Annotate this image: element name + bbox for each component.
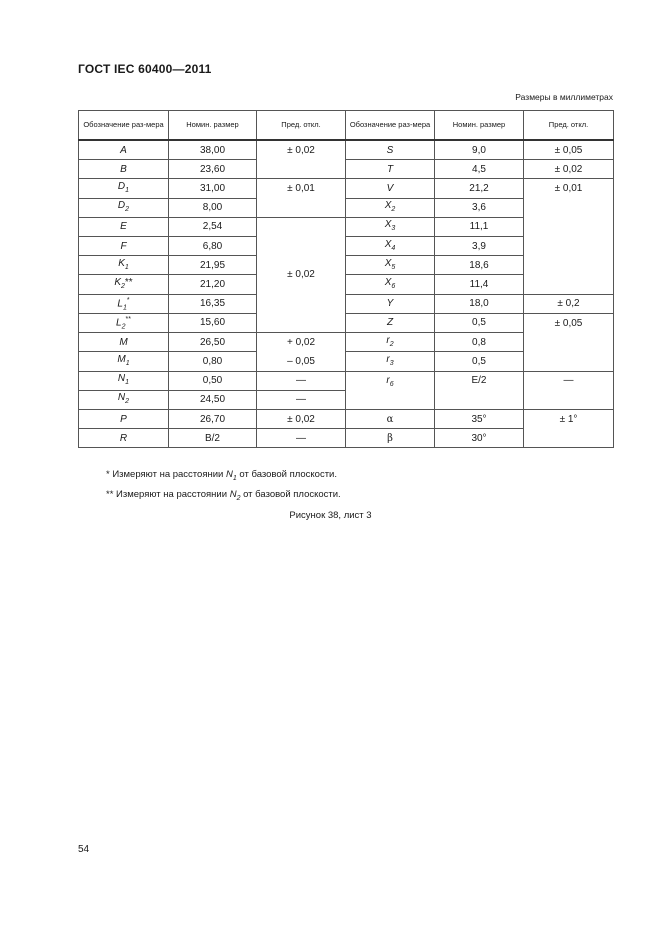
right-designation: $X_5$ xyxy=(346,256,435,275)
left-designation: $N_2$ xyxy=(79,390,169,409)
left-nominal: 16,35 xyxy=(169,294,257,313)
page-number: 54 xyxy=(78,844,90,855)
right-nominal: 0,8 xyxy=(435,333,524,352)
left-nominal: 26,70 xyxy=(169,409,257,428)
left-designation: A xyxy=(79,140,169,160)
left-tolerance: ± 0,02 xyxy=(257,409,346,428)
right-designation: V xyxy=(346,179,435,198)
right-nominal: 4,5 xyxy=(435,160,524,179)
right-designation: $r_6$ xyxy=(346,371,435,409)
right-designation: $X_3$ xyxy=(346,217,435,236)
units-note: Размеры в миллиметрах xyxy=(515,92,613,102)
header-designation: Обозначение раз-мера xyxy=(79,111,169,141)
right-designation: $X_6$ xyxy=(346,275,435,294)
left-designation: R xyxy=(79,429,169,448)
right-designation: β xyxy=(346,429,435,448)
right-designation: Z xyxy=(346,313,435,332)
right-nominal: 18,6 xyxy=(435,256,524,275)
right-tolerance: — xyxy=(524,371,614,409)
left-nominal: 31,00 xyxy=(169,179,257,198)
right-designation: $r_2$ xyxy=(346,333,435,352)
right-nominal: 0,5 xyxy=(435,352,524,371)
left-designation: $K_2**$ xyxy=(79,275,169,294)
footnotes xyxy=(106,467,341,507)
right-tolerance: ± 0,2 xyxy=(524,294,614,313)
right-nominal: 3,9 xyxy=(435,236,524,255)
left-designation: $K_1$ xyxy=(79,256,169,275)
right-designation: $X_4$ xyxy=(346,236,435,255)
left-designation: $D_2$ xyxy=(79,198,169,217)
left-tolerance: ± 0,02 xyxy=(257,140,346,179)
header-tolerance: Пред. откл. xyxy=(524,111,614,141)
left-nominal: 23,60 xyxy=(169,160,257,179)
table-row xyxy=(79,140,614,160)
table-row xyxy=(79,179,614,198)
right-designation: Y xyxy=(346,294,435,313)
table-row xyxy=(79,160,614,179)
left-nominal: 26,50 xyxy=(169,333,257,352)
table-header-row xyxy=(79,111,614,141)
left-designation: E xyxy=(79,217,169,236)
header-tolerance: Пред. откл. xyxy=(257,111,346,141)
right-tolerance: ± 0,02 xyxy=(524,160,614,179)
figure-caption: Рисунок 38, лист 3 xyxy=(289,510,372,521)
right-designation: T xyxy=(346,160,435,179)
left-designation: P xyxy=(79,409,169,428)
right-designation: $r_3$ xyxy=(346,352,435,371)
dimensions-table xyxy=(78,110,614,448)
right-nominal: 30° xyxy=(435,429,524,448)
right-nominal: 9,0 xyxy=(435,140,524,160)
table-row xyxy=(79,294,614,313)
right-nominal: 0,5 xyxy=(435,313,524,332)
left-tolerance: — xyxy=(257,371,346,390)
right-nominal: 35° xyxy=(435,409,524,428)
left-designation: $D_1$ xyxy=(79,179,169,198)
right-nominal: 11,1 xyxy=(435,217,524,236)
left-designation: B xyxy=(79,160,169,179)
header-designation: Обозначение раз-мера xyxy=(346,111,435,141)
left-nominal: 21,95 xyxy=(169,256,257,275)
left-nominal: 0,50 xyxy=(169,371,257,390)
header-nominal: Номин. размер xyxy=(169,111,257,141)
table-row xyxy=(79,313,614,332)
left-designation: F xyxy=(79,236,169,255)
left-tolerance: — xyxy=(257,429,346,448)
right-tolerance: ± 0,05 xyxy=(524,140,614,160)
left-nominal: 8,00 xyxy=(169,198,257,217)
right-nominal: 18,0 xyxy=(435,294,524,313)
document-header: ГОСТ IEC 60400—2011 xyxy=(78,62,212,76)
left-nominal: 24,50 xyxy=(169,390,257,409)
left-designation: $L_1^*$ xyxy=(79,294,169,313)
right-nominal: 11,4 xyxy=(435,275,524,294)
left-nominal: 15,60 xyxy=(169,313,257,332)
left-nominal: 38,00 xyxy=(169,140,257,160)
left-designation: $L_2^{**}$ xyxy=(79,313,169,332)
left-tolerance: ± 0,01 xyxy=(257,179,346,217)
left-tolerance-lower: – 0,05 xyxy=(257,352,346,371)
table-row xyxy=(79,371,614,390)
right-designation: α xyxy=(346,409,435,428)
left-tolerance-upper: + 0,02 xyxy=(257,333,346,352)
left-tolerance: — xyxy=(257,390,346,409)
left-nominal: 0,80 xyxy=(169,352,257,371)
left-designation: M xyxy=(79,333,169,352)
header-nominal: Номин. размер xyxy=(435,111,524,141)
right-tolerance: ± 1° xyxy=(524,409,614,447)
left-nominal: B/2 xyxy=(169,429,257,448)
right-nominal: 3,6 xyxy=(435,198,524,217)
right-designation: S xyxy=(346,140,435,160)
right-tolerance: ± 0,05 xyxy=(524,313,614,371)
footnote-2: ** Измеряют на расстоянии $N_2$ от базовой плоскости. xyxy=(106,488,341,502)
left-nominal: 2,54 xyxy=(169,217,257,236)
left-tolerance: ± 0,02 xyxy=(257,217,346,332)
left-designation: $M_1$ xyxy=(79,352,169,371)
right-nominal: 21,2 xyxy=(435,179,524,198)
footnote-1: * Измеряют на расстоянии $N_1$ от базовой плоскости. xyxy=(106,469,337,482)
left-nominal: 6,80 xyxy=(169,236,257,255)
right-tolerance: ± 0,01 xyxy=(524,179,614,294)
left-designation: $N_1$ xyxy=(79,371,169,390)
right-nominal: E/2 xyxy=(435,371,524,409)
right-designation: $X_2$ xyxy=(346,198,435,217)
table-row xyxy=(79,409,614,428)
left-nominal: 21,20 xyxy=(169,275,257,294)
